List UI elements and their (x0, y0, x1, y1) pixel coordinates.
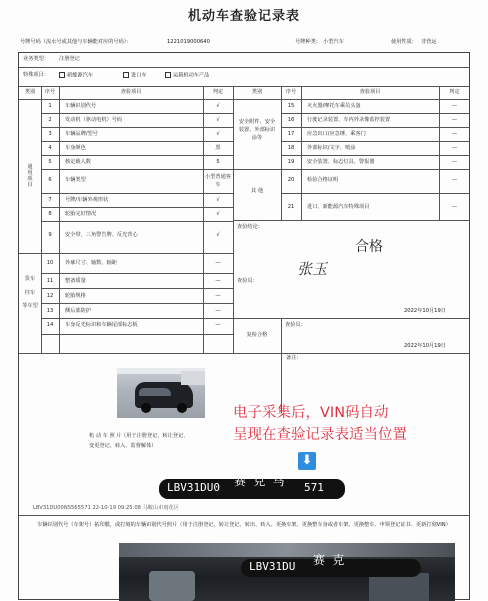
row-seq: 19 (287, 159, 295, 165)
plate-info-line (20, 40, 468, 50)
special-option-carrier[interactable]: 运载机动车产品 (165, 72, 209, 79)
download-arrow-icon: ⬇ (298, 452, 316, 470)
row-item: 轮胎完好情况 (65, 211, 97, 217)
row-item: 核定载人数 (65, 159, 91, 165)
special-option-ev[interactable]: 新能源汽车 (59, 72, 93, 79)
row-judge: — (215, 293, 221, 299)
row-judge: √ (216, 131, 220, 137)
row-judge: 黑 (215, 145, 221, 151)
inspection-table (18, 52, 470, 600)
row-item: 安全带、三角警告牌、反光背心 (65, 232, 138, 238)
row-seq: 12 (46, 293, 54, 299)
plate-type-label: 号牌种类： (295, 39, 321, 45)
recheck-label: 复检合格 (246, 332, 268, 338)
document-title: 机动车查验记录表 (187, 9, 300, 24)
row-seq: 17 (287, 131, 295, 137)
vin-stamp-photo (119, 543, 455, 601)
row-judge: — (215, 260, 221, 266)
row-item: 车辆品牌/型号 (65, 131, 98, 137)
row-seq: 9 (48, 232, 52, 238)
business-type-value: 注册登记 (59, 56, 80, 62)
row-seq: 14 (46, 322, 54, 328)
row-item: 车身反光标识和车辆尾部标志板 (65, 322, 138, 328)
header-seq-right: 序号 (285, 89, 297, 95)
red-callout-line-1: 电子采集后，VIN码自动 (233, 405, 389, 421)
row-seq: 8 (48, 211, 52, 217)
header-item: 查验项目 (120, 89, 142, 95)
row-judge: — (451, 159, 458, 165)
row-item: 轮胎规格 (65, 293, 86, 299)
vehicle-photo (117, 368, 205, 418)
row-judge: — (215, 278, 221, 284)
vehicle-photo-note-2: 变更登记、转入、监督解体） (89, 443, 157, 449)
header-judge-right: 判定 (449, 89, 460, 95)
row-item: 应急出口/应急锤、乘客门 (307, 131, 366, 137)
row-judge: √ (216, 103, 220, 109)
row-seq: 16 (287, 117, 295, 123)
row-judge: — (451, 131, 458, 137)
row-seq: 7 (48, 197, 52, 203)
checkbox-icon (123, 72, 129, 78)
general-category-label: 通用项目 (27, 164, 33, 188)
conclusion-value: 合格 (355, 239, 383, 255)
conclusion-label: 查验结论： (237, 224, 263, 230)
special-option-import[interactable]: 进口车 (123, 72, 147, 79)
vin-overlay-bar-2 (241, 553, 421, 577)
row-judge: √ (216, 232, 220, 238)
row-judge: — (451, 117, 458, 123)
row-item: 安全装置、标志灯具、警报器 (307, 159, 375, 165)
vin-caption: LBV31DU00NS565571 22-10-19 09:25:08 马鞍山市雨花区 (33, 505, 179, 511)
row-item: 车身颜色 (65, 145, 86, 151)
row-judge: — (451, 204, 458, 210)
row-item: 车辆类型 (65, 177, 86, 183)
row-item: 车辆识别代号 (65, 103, 97, 109)
row-seq: 5 (48, 159, 52, 165)
red-callout-line-2: 呈现在查验记录表适当位置 (233, 427, 407, 443)
header-judge: 判定 (212, 89, 224, 95)
usage-label: 使用性质： (391, 39, 417, 45)
row-judge: √ (216, 197, 220, 203)
vin-overlay-label-2: 赛 克 (313, 553, 345, 567)
row-seq: 6 (48, 177, 52, 183)
header-seq: 序号 (44, 89, 56, 95)
plate-label: 号牌号码（流水号或其他与车辆能对应的号码）： (20, 39, 132, 45)
row-seq: 1 (48, 103, 52, 109)
row-seq: 2 (48, 117, 52, 123)
special-items-label: 特殊项目： (23, 72, 49, 78)
row-judge: — (451, 145, 458, 151)
checkbox-icon (165, 72, 171, 78)
row-item: 进口、新能源汽车特殊项目 (307, 204, 370, 210)
goods-category-label: 货车 挂车 等车型 (22, 276, 38, 310)
row-item: 号牌/车辆外观形状 (65, 197, 109, 203)
recheck-inspector-label: 查验员： (285, 322, 306, 328)
recheck-date: 2022年10月19日 (404, 343, 446, 349)
safety-category-label: 安全附件、安全装置、外部标识涂等 (238, 119, 276, 141)
plate-value: 1221019000640 (167, 39, 210, 45)
vin-overlay-tail: 571 (304, 481, 324, 494)
vin-overlay-text: LBV31DU0 (167, 481, 220, 494)
remarks-label: 备注： (286, 355, 302, 361)
vin-overlay-label: 赛 克 马 (234, 474, 285, 488)
row-seq: 11 (46, 278, 54, 284)
row-judge: — (451, 177, 458, 183)
row-judge: √ (216, 211, 220, 217)
row-item: 检验合格证明 (307, 177, 339, 183)
row-seq: 4 (48, 145, 52, 151)
rubbing-description: 车辆识别代号（车架号）拓印膜，或打刻的车辆识别代号照片（用于注册登记、转让登记、转出、转入、更换车架、更换整车身或者车架、更换整车、申领登记证书、更新打刻VIN） (37, 522, 451, 528)
row-seq: 18 (287, 145, 295, 151)
row-judge: — (215, 308, 221, 314)
inspection-date: 2022年10月19日 (404, 308, 446, 314)
inspector-label: 查验员： (237, 278, 258, 284)
row-item: 整备质量 (65, 278, 86, 284)
row-item: 发动机（驱动电机）号码 (65, 117, 123, 123)
row-judge: — (451, 103, 458, 109)
vin-overlay-bar (159, 474, 345, 499)
business-type-label: 业务类型： (23, 56, 49, 62)
plate-type-value: 小型汽车 (323, 39, 344, 45)
header-category-right: 类别 (251, 89, 263, 95)
row-judge: √ (216, 117, 220, 123)
inspector-signature: 张玉 (297, 260, 328, 278)
row-seq: 13 (46, 308, 54, 314)
row-item: 侧后部防护 (65, 308, 91, 314)
header-category: 类别 (24, 89, 36, 95)
row-seq: 10 (46, 260, 54, 266)
vehicle-photo-label: 机 动 车 照 片 (89, 433, 122, 439)
vehicle-photo-note-1: （用于注册登记、转让登记、 (121, 433, 189, 439)
row-item: 外部标识/文字、喷涂 (307, 145, 356, 151)
row-item: 灭火器/摩托车乘员头盔 (307, 103, 361, 109)
row-judge: 5 (216, 159, 220, 165)
row-judge: 小型普通客车 (205, 174, 231, 189)
row-seq: 3 (48, 131, 52, 137)
other-category-label: 其 他 (250, 188, 264, 194)
row-item: 外廓尺寸、轴数、轴距 (65, 260, 117, 266)
row-seq: 20 (287, 177, 295, 183)
row-seq: 21 (287, 204, 295, 210)
row-judge: — (215, 322, 221, 328)
header-item-right: 查验项目 (359, 89, 381, 95)
usage-value: 非营运 (421, 39, 437, 45)
row-seq: 15 (287, 103, 295, 109)
row-item: 行驶记录装置、车内外录像监控装置 (307, 117, 391, 123)
vin-overlay-text-2: LBV31DU (249, 560, 296, 573)
checkbox-icon (59, 72, 65, 78)
